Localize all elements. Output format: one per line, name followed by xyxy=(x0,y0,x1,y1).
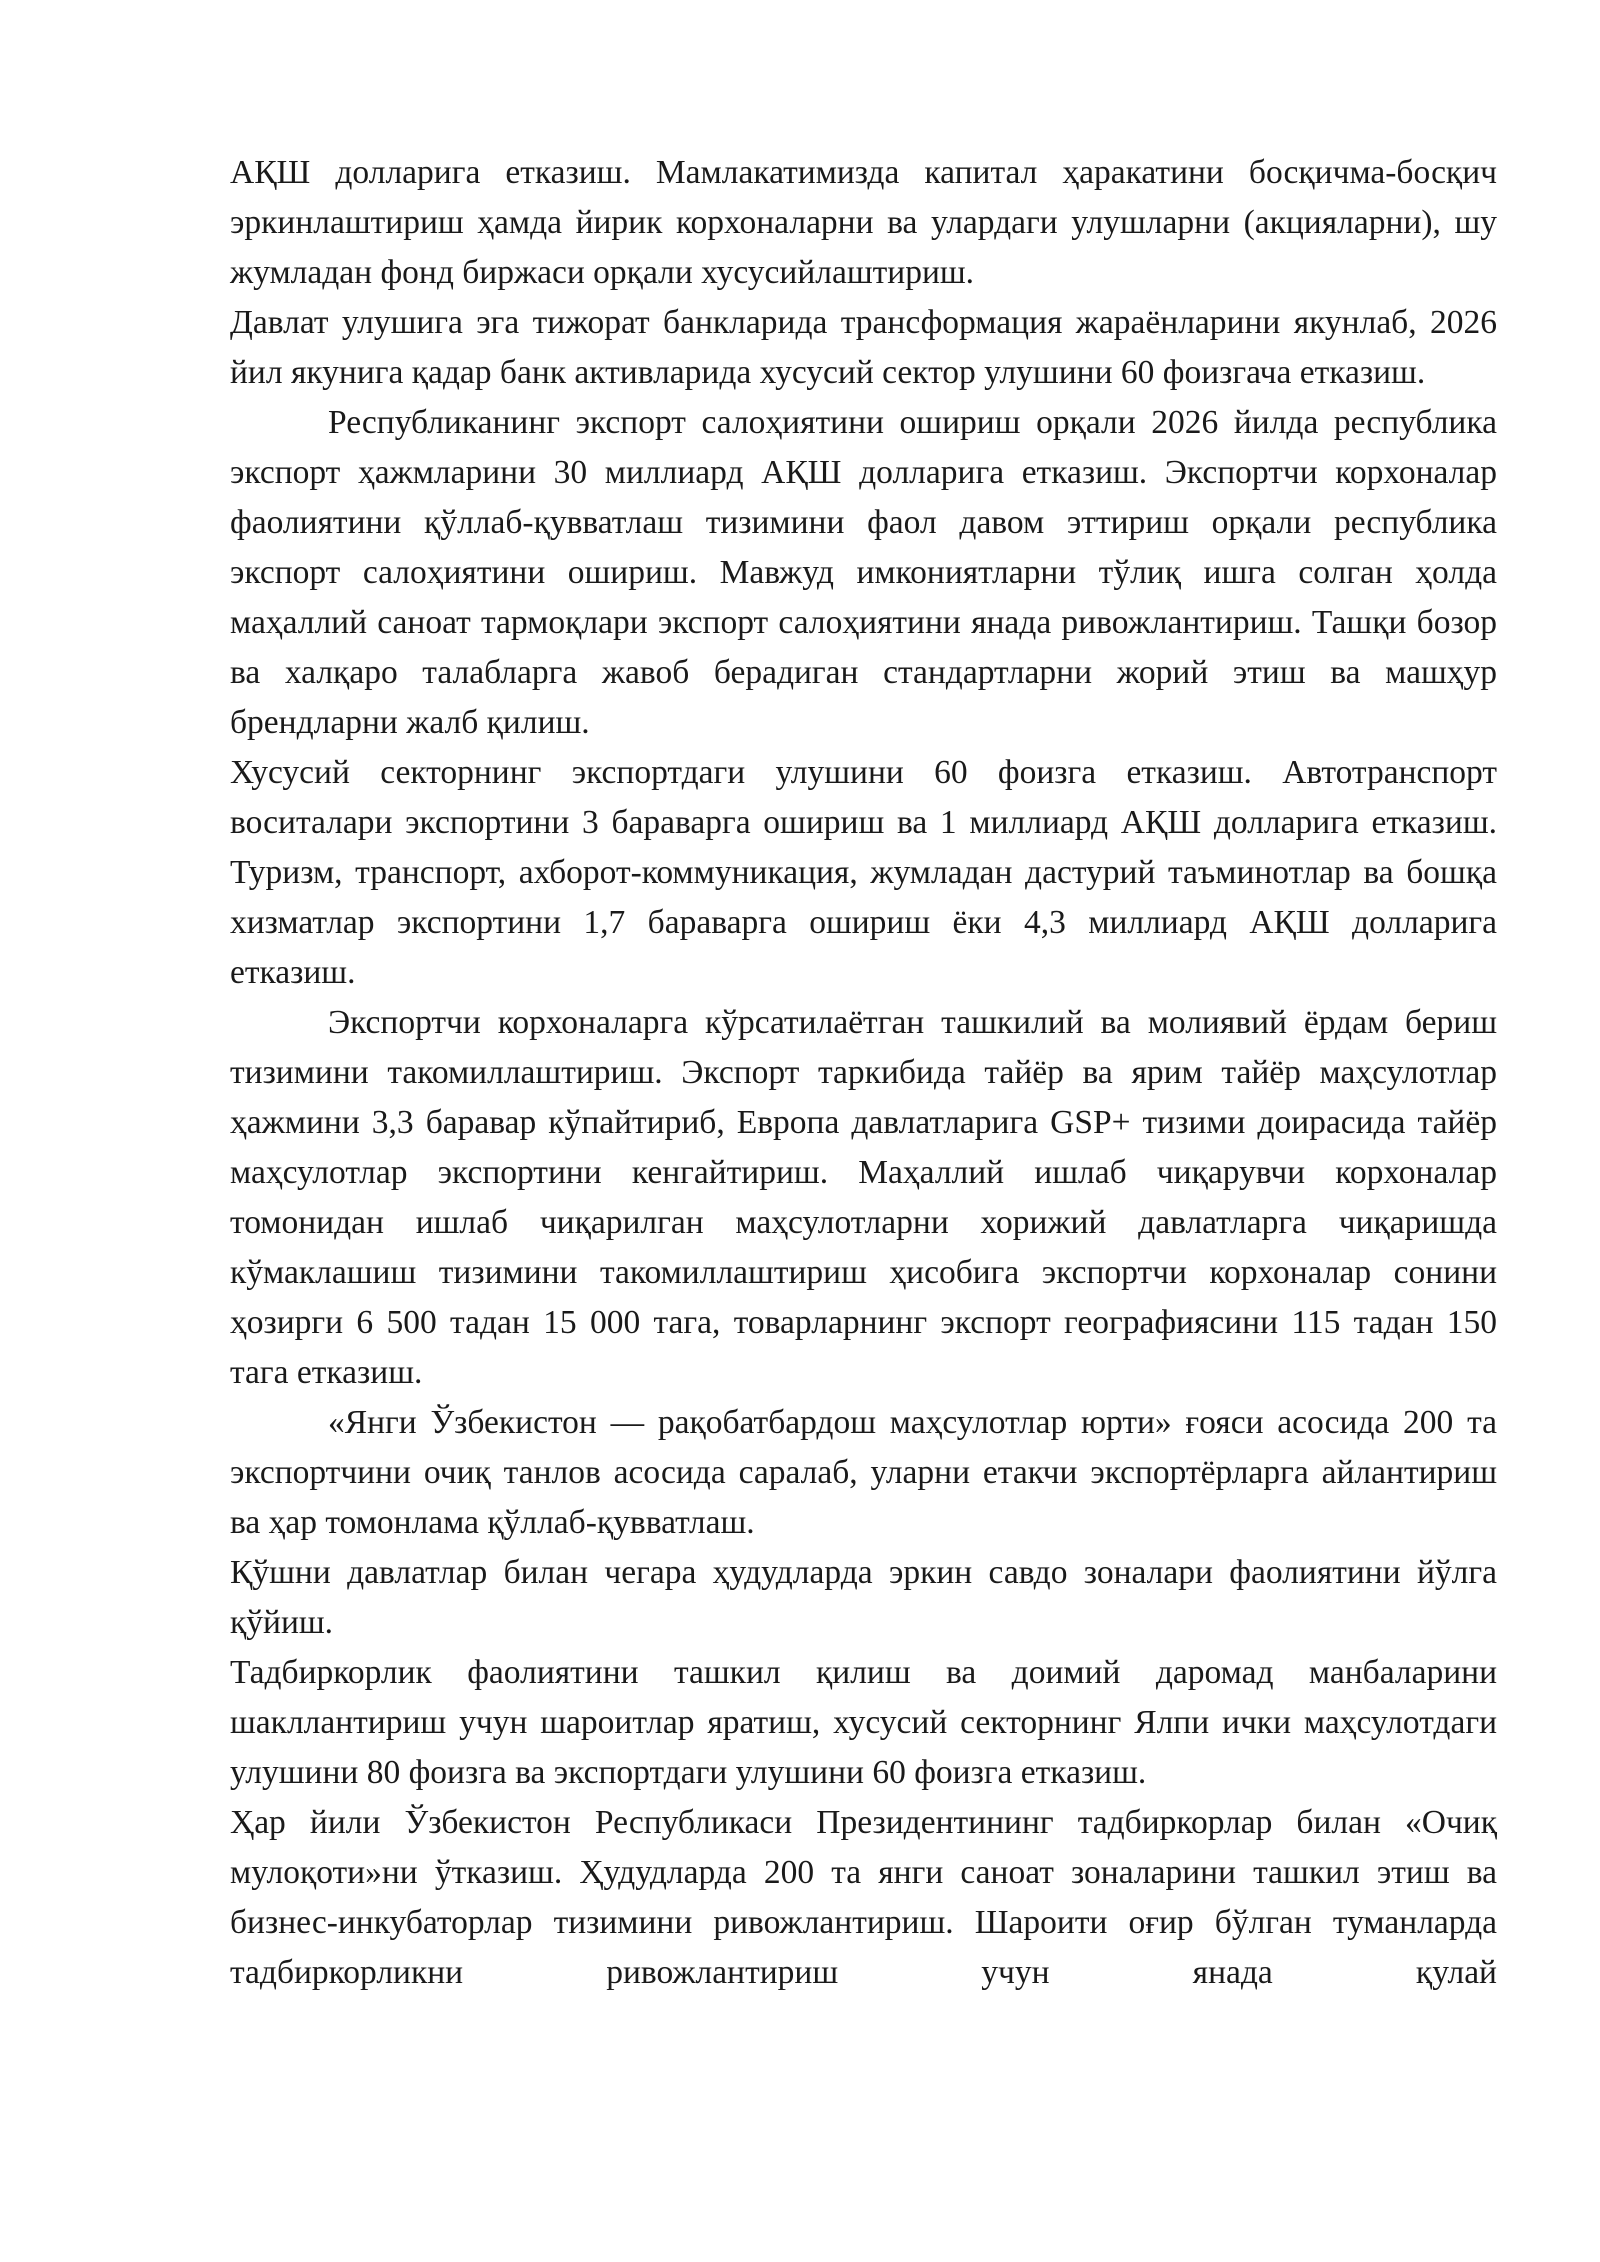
paragraph-free-trade-zones: Қўшни давлатлар билан чегара ҳудудларда эркин савдо зоналари фаолиятини йўлга қўйиш. xyxy=(230,1554,1497,1641)
paragraph-state-banks: Давлат улушига эга тижорат банкларида трансформация жараёнларини якунлаб, 2026 йил якунига қадар банк активларида хусусий сектор улушини 60 фоизгача етказиш. xyxy=(230,304,1497,391)
paragraph-new-uzbekistan: «Янги Ўзбекистон — рақобатбардош маҳсулотлар юрти» ғояси асосида 200 та экспортчини очиқ танлов асосида саралаб, уларни етакчи экспортёрларга айлантириш ва ҳар томонлама қўллаб-қувватлаш. xyxy=(230,1404,1497,1541)
document-body xyxy=(230,148,1497,1998)
paragraph-export-potential: Республиканинг экспорт салоҳиятини ошириш орқали 2026 йилда республика экспорт ҳажмларини 30 миллиард АҚШ долларига етказиш. Экспортчи корхоналар фаолиятини қўллаб-қувватлаш тизимини фаол давом эттириш орқали республика экспорт салоҳиятини ошириш. Мавжуд имкониятларни тўлиқ ишга солган ҳолда маҳаллий саноат тармоқлари экспорт салоҳиятини янада ривожлантириш. Ташқи бозор ва халқаро талабларга жавоб берадиган стандартларни жорий этиш ва машҳур брендларни жалб қилиш. xyxy=(230,404,1497,741)
paragraph-entrepreneurship: Тадбиркорлик фаолиятини ташкил қилиш ва доимий даромад манбаларини шакллантириш учун шароитлар яратиш, хусусий секторнинг Ялпи ички маҳсулотдаги улушини 80 фоизга ва экспортдаги улушини 60 фоизга етказиш. xyxy=(230,1654,1497,1791)
paragraph-exporter-support: Экспортчи корхоналарга кўрсатилаётган ташкилий ва молиявий ёрдам бериш тизимини такомиллаштириш. Экспорт таркибида тайёр ва ярим тайёр маҳсулотлар ҳажмини 3,3 баравар кўпайтириб, Европа давлатларига GSP+ тизими доирасида тайёр маҳсулотлар экспортини кенгайтириш. Маҳаллий ишлаб чиқарувчи корхоналар томонидан ишлаб чиқарилган маҳсулотларни хорижий давлатларга чиқаришда кўмаклашиш тизимини такомиллаштириш ҳисобига экспортчи корхоналар сонини ҳозирги 6 500 тадан 15 000 тага, товарларнинг экспорт географиясини 115 тадан 150 тага етказиш. xyxy=(230,1004,1497,1391)
paragraph-capital-privatization: АҚШ долларига етказиш. Мамлакатимизда капитал ҳаракатини босқичма-босқич эркинлаштириш ҳамда йирик корхоналарни ва улардаги улушларни (акцияларни), шу жумладан фонд биржаси орқали хусусийлаштириш. xyxy=(230,154,1497,291)
paragraph-private-sector-export: Хусусий секторнинг экспортдаги улушини 60 фоизга етказиш. Автотранспорт воситалари экспортини 3 бараварга ошириш ва 1 миллиард АҚШ долларига етказиш. Туризм, транспорт, ахборот-коммуникация, жумладан дастурий таъминотлар ва бошқа хизматлар экспортини 1,7 бараварга ошириш ёки 4,3 миллиард АҚШ долларига етказиш. xyxy=(230,754,1497,991)
paragraph-open-dialogue: Ҳар йили Ўзбекистон Республикаси Президентининг тадбиркорлар билан «Очиқ мулоқоти»ни ўтказиш. Ҳудудларда 200 та янги саноат зоналарини ташкил этиш ва бизнес-инкубаторлар тизимини ривожлантириш. Шароити оғир бўлган туманларда тадбиркорликни ривожлантириш учун янада қулай xyxy=(230,1804,1497,1991)
